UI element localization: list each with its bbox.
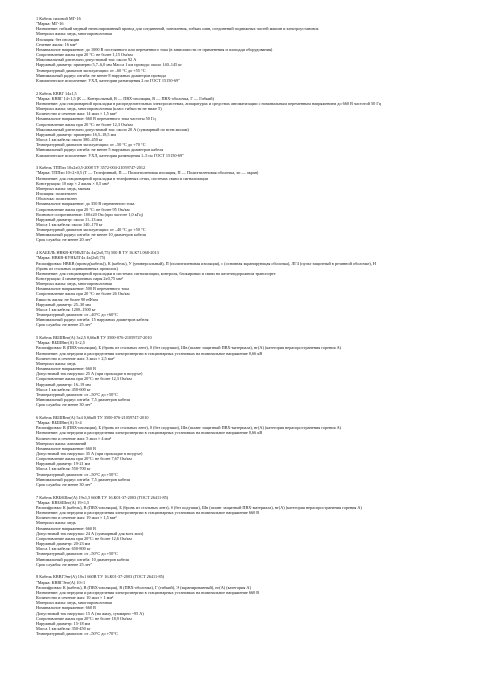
section-heading: 3 Кабель ТППэп 10х2х0,5-2008 ТУ 3572-004-21059747-2012 (36, 165, 146, 171)
spec-line: Допустимый ток нагрузки: 25 А (при прокладке в воздухе) (36, 371, 143, 377)
spec-line: Масса 1 км кабеля: 350-450 кг (36, 626, 91, 632)
spec-line: Срок службы: не менее 25 лет" (36, 561, 93, 567)
section-heading: 5 Кабель ВБШВнг(А) 3х2,5 0,66кВ ТУ 3500-076-21059747-2010 (36, 335, 152, 341)
spec-line: Срок службы: не менее 25 лет" (36, 322, 93, 328)
spec-line: Изоляция: полиэтилен (36, 191, 77, 197)
spec-line: Допустимый ток нагрузки: 24 А (суммарный для всех жил) (36, 530, 144, 536)
spec-line: Материал жилы: медь, многопроволочная (36, 31, 112, 37)
spec-line: Номинальное напряжение: 660 В (36, 445, 96, 451)
cable-spec-section (36, 16, 480, 83)
spec-line: Номинальное напряжение: 660 В (36, 525, 96, 531)
spec-line: Материал жилы: алюминий (36, 440, 87, 446)
spec-line: Температурный диапазон: от –50°С до +50°С (36, 551, 118, 557)
cable-spec-section (36, 91, 480, 158)
spec-line: Наружный диаметр: 15-18 мм (36, 620, 91, 626)
spec-line: Назначение: для стационарной прокладки в распределительных электросистемах, аппаратурах и средствах автоматизации с номинальным переменным напряжением до 660 В частотой 50 Гц (36, 100, 382, 106)
spec-line: Емкость жилы: не более 90 нФ/км (36, 296, 98, 302)
spec-line: Температурный диапазон: от –50°С до +50°С (36, 391, 118, 397)
cable-spec-section (36, 574, 480, 636)
spec-line: Расшифровка: НВКВ (провод(кабель)), К (кабель), У (универсальный), П (полиэтиленовая изоляция), с (основная экранирующая оболочка), ЛГ4 (пульт защитный в резинной оболочке), Н (36, 260, 376, 266)
spec-line: Назначение: для стационарной прокладки в системах сигнализации, контроля, блокировки и связи на железнодорожном транспорте (36, 270, 276, 276)
cable-spec-section (36, 335, 480, 407)
spec-line: "Марка: ТППэп 10×2×0,5 (Т — Телефонный, П — Полиэтиленовая изоляция, П — Полиэтиленовая оболочка, эп — экран) (36, 170, 259, 176)
spec-line: Масса 1 км кабеля: 1200–1500 кг (36, 306, 96, 312)
spec-line: Оболочка: полиэтилен (36, 196, 77, 202)
spec-line: Срок службы: не менее 30 лет" (36, 481, 93, 487)
spec-line: Материал жилы: медь, многопроволочная (36, 600, 112, 606)
spec-line: Назначение: для передачи и распределения электроэнергии в стационарных установках на номинальное напряжение 0,66 кВ (36, 350, 263, 356)
spec-line: "Марка: НВКВ-КУНЬЛГ4х 4х(2х0,75) (36, 255, 106, 261)
spec-line: Номинальное напряжение: 660 В (36, 366, 96, 372)
spec-line: Номинальное напряжение: 500 В переменного тока (36, 286, 130, 292)
spec-line: Расшифровка: К (кабель), В (ПВХ-изоляция), В (ПВХ-оболочка), Г (гибкий), Э (экранированный), нг(А) (категория А) (36, 584, 251, 590)
spec-line: Материал жилы: медь, многопроволочная (36, 281, 112, 287)
spec-line: Назначение: для передачи и распределения электроэнергии в стационарных установках на номинальное напряжение 660 В (36, 510, 260, 516)
spec-line: Масса 1 км кабеля: 550-700 кг (36, 466, 91, 472)
spec-line: Минимальный радиус изгиба: не менее 5 наружных диаметров кабеля (36, 147, 164, 153)
spec-line: Масса 1 км кабеля: 450-600 кг (36, 386, 91, 392)
spec-line: Срок службы: не менее 20 лет" (36, 237, 93, 243)
spec-line: Количество и сечение жил: 19 жил × 1,5 мм² (36, 515, 117, 521)
spec-line: Минимальный радиус изгиба: не менее 8 наружных диаметров провода (36, 72, 166, 78)
spec-line: Конструкция: 10 пар × 2 жилы × 0,5 мм² (36, 180, 109, 186)
spec-line: Сечение жилы: 16 мм² (36, 41, 77, 47)
spec-line: Материал жилы: медь, мягкая (36, 185, 91, 191)
spec-line: "Марка: ВБШВнг(А) 3×2,5 (36, 340, 85, 346)
spec-line: Климатическое исполнение: УХЛ, категории размещения 2 по ГОСТ 15150-69" (36, 77, 180, 83)
cable-spec-section (36, 250, 480, 327)
cable-spec-section (36, 495, 480, 567)
spec-line: Конструкция: 4 симметричных пары 2х0,75 мм² (36, 275, 123, 281)
spec-line: Сопротивление жилы при 20 °С: не более 95 Ом/км (36, 206, 130, 212)
spec-line: Наружный диаметр: 19-21 мм (36, 461, 91, 467)
spec-line: Расшифровка: В (ПВХ-изоляция), Б (бронь из стальных лент), 0 (без подушки), Шв (шланг защитный ПВХ-материала), нг(А) (категория нераспространения горения А) (36, 345, 342, 351)
spec-line: Температурный диапазон: от –50°С до +50°С (36, 471, 118, 477)
section-heading: 8 Кабель КВВГЭнг(А) 10х1 660В ТУ 16.К01-37-2003 (ГОСТ 26411-85) (36, 574, 165, 580)
spec-line: Масса 1 км кабеля: 650-800 кг (36, 546, 91, 552)
spec-line: "Марка: ВБШВнг(А) 5×4 (36, 420, 82, 426)
spec-line: Сопротивление жилы при 20 °С: не более 1,15 Ом/км (36, 52, 133, 58)
spec-line: Расшифровка: К (кабель), В (ПВХ-изоляция), Б (бронь из стальных лент), б (без подушки), Шв (шланг защитный ПВХ-материала), нг(А) (категория нераспространения горения А) (36, 505, 362, 510)
section-heading: 1 Кабель силовой МГ-16 (36, 16, 81, 21)
spec-line: Материал жилы: медь (36, 360, 76, 366)
spec-line: Назначение: для передачи и распределения электроэнергии в стационарных установках на номинальное напряжение 660 В (36, 589, 260, 595)
spec-line: Температурный диапазон: от –40°С до +60°С (36, 312, 118, 318)
spec-line: Минимальный радиус изгиба: 10 диаметров кабеля (36, 556, 129, 562)
spec-line: Расшифровка: В (ПВХ-изоляция), Б (бронь из стальных лент), 0 (без подушки), Шв (шланг защитный ПВХ-материала), нг(А) (категория нераспространения горения А) (36, 425, 342, 431)
spec-line: Назначение: для стационарной прокладки в телефонных сетях, системах связи и сигнализации (36, 175, 208, 181)
spec-line: Наружный диаметр: около 11–13 мм (36, 216, 102, 222)
spec-line: "Марка: КВБбШнг(А) 19×1,5 (36, 499, 90, 505)
spec-line: Минимальный радиус изгиба: 7,5 диаметров кабеля (36, 476, 130, 482)
spec-line: Сопротивление жилы при 20°С: не более 12,3 Ом/км (36, 376, 132, 382)
spec-line: Масса 1 км кабеля: около 140–170 кг (36, 221, 103, 227)
section-heading: 7 Кабель КВБбШнг(А) 19х1,5 660В ТУ 16.К01-37-2003 (ГОСТ 26411-85) (36, 494, 169, 500)
spec-line: Номинальное напряжение: 660 В переменного тока частоты 50 Гц (36, 116, 156, 122)
spec-line: Сопротивление жилы при 20°С: не более 7,67 Ом/км (36, 456, 132, 462)
spec-line: Количество и сечение жил: 14 жил × 1,5 мм² (36, 111, 117, 117)
spec-line: Назначение: для передачи и распределения электроэнергии в стационарных установках на номинальное напряжение 0,66 кВ (36, 430, 263, 436)
spec-line: (бронь из стальных оцинкованных проволок) (36, 265, 118, 271)
spec-line: Минимальный радиус изгиба: 15 наружных диаметров кабеля (36, 317, 149, 323)
spec-line: Номинальное напряжение: до 350 В переменного тока (36, 201, 135, 207)
spec-line: "Марка: КВВГ 14×1,5 (К — Контрольный, В — ПВХ-изоляция, В — ПВХ-оболочка, Г — Гибкий) (36, 95, 214, 101)
spec-line: Наружный диаметр: 20-23 мм (36, 541, 91, 547)
spec-line: Температурный диапазон: от –50°С до +70°С (36, 631, 118, 637)
spec-line: Минимальный радиус изгиба: 7,5 диаметров кабеля (36, 397, 130, 402)
spec-line: Минимальный радиус изгиба: не менее 10 диаметров кабеля (36, 232, 146, 238)
spec-line: Сопротивление жилы при 20 °С: не более 12,3 Ом/км (36, 121, 133, 127)
spec-line: Климатическое исполнение: УХЛ, категория размещения 1–5 по ГОСТ 15150-69" (36, 152, 184, 158)
spec-line: Наружный диаметр: примерно 5,7–6,0 мм Масса 1 км провода: около 140–145 кг (36, 62, 183, 68)
spec-line: Температурный диапазон эксплуатации: от –60 °С до +55 °С (36, 67, 146, 73)
spec-line: Наружный диаметр: примерно 16,5–18,5 мм (36, 131, 116, 137)
spec-line: Количество и сечение жил: 10 жил × 1 мм² (36, 595, 114, 601)
spec-line: Наружный диаметр: 25–30 мм (36, 301, 91, 307)
spec-line: Срок службы: не менее 30 лет" (36, 402, 93, 408)
spec-line: "Марка: МГ-16 (36, 21, 64, 27)
spec-line: Сопротивление жилы при 20°С: не более 12,6 Ом/км (36, 535, 132, 541)
spec-line: Допустимый ток нагрузки: 35 А (при прокладке в воздухе) (36, 451, 143, 456)
spec-line: "Марка: КВВГЭнг(А) 10×1 (36, 579, 86, 585)
spec-line: Наружный диаметр: 16–19 мм (36, 381, 91, 387)
spec-line: Материал жилы: медь, многопроволочная (класс гибкости не ниже 5) (36, 106, 162, 112)
cable-spec-section (36, 415, 480, 487)
spec-line: Сопротивление жилы при 20 °С: не более 26 Ом/км (36, 291, 130, 297)
spec-line: Максимальный длительно допустимый ток: около 20 А (суммарный по всем жилам) (36, 126, 189, 132)
section-heading: 6 Кабель ВБШВнг(А) 5х4 0,66кВ ТУ 3500-076-21059747-2010 (36, 414, 149, 420)
spec-line: Сопротивление жилы при 20°С: не более 18,9 Ом/км (36, 615, 132, 621)
spec-line: Допустимый ток нагрузки: 15 А (на жилу, суммарно ~95 А) (36, 610, 144, 616)
spec-line: Номинальное напряжение: 660 В (36, 605, 96, 611)
spec-line: Температурный диапазон эксплуатации: от –50 °С до +70 °С (36, 142, 146, 148)
spec-line: Назначение: гибкий медный неизолированный провод для соединений, заземления, гибких шин, соединений подвижных частей машин и электроустановок (36, 26, 319, 32)
section-heading: 4 КАБЕЛЬ НВКВ-КУНЬЛГ4х 4х(2х0,75) 500 В ТУ 16.К71.068-2013 (36, 250, 159, 256)
spec-line: Количество и сечение жил: 3 жил × 2,5 мм² (36, 355, 115, 361)
spec-line: Волновое сопротивление: 100±20 Ом (при частоте 1,0 кГц) (36, 211, 143, 217)
cable-spec-section (36, 165, 480, 242)
spec-line: Максимальный длительно допустимый ток: около 92 А (36, 57, 137, 63)
spec-line: Температурный диапазон эксплуатации: от –40 °С до +50 °С (36, 227, 146, 233)
spec-line: Изоляция: без изоляции (36, 36, 80, 42)
spec-line: Масса 1 км кабеля: около 380–450 кг (36, 137, 103, 143)
spec-line: Количество и сечение жил: 5 жил × 4 мм² (36, 435, 112, 441)
section-heading: 2 Кабель КВВГ 14х1,5 (36, 90, 77, 96)
spec-line: Номинальное напряжение: до 1000 В постоянного или переменного тока (в зависимости от применения и площади оборудования) (36, 46, 273, 52)
spec-line: Материал жилы: медь (36, 520, 76, 526)
